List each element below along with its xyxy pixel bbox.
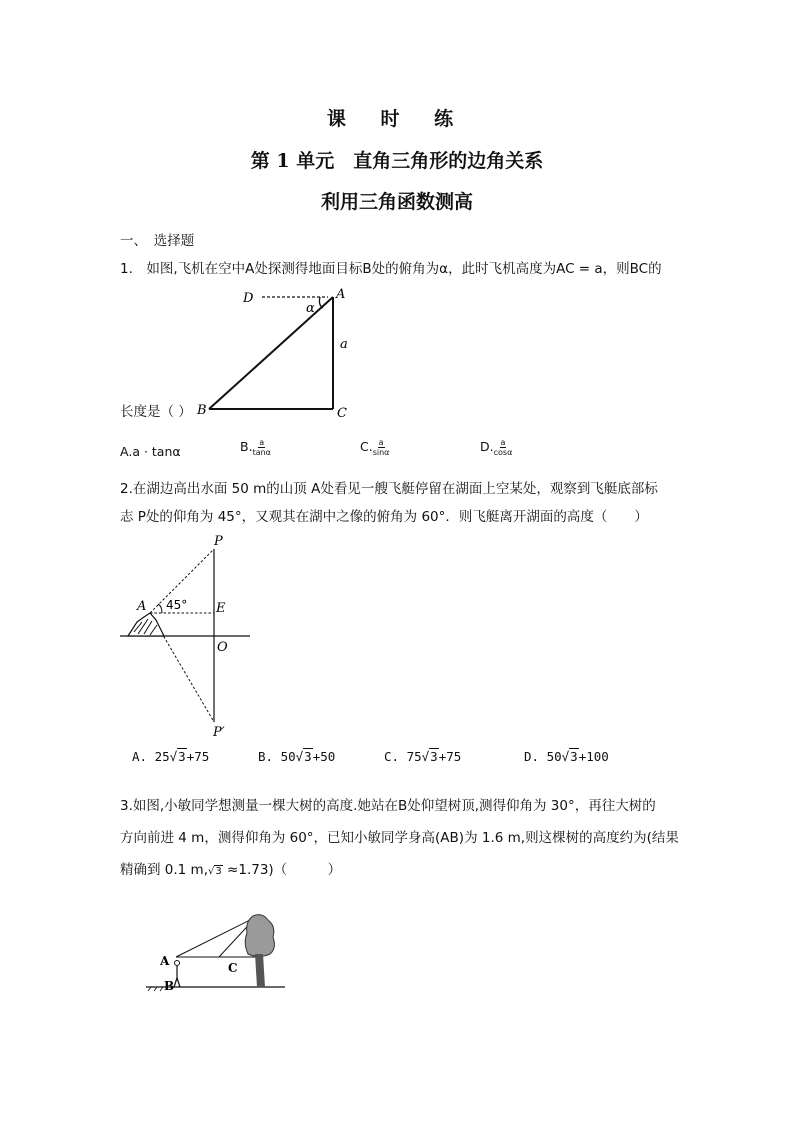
q3-line-1: 3.如图,小敏同学想测量一棵大树的高度.她站在B处仰望树顶,测得仰角为 30°，再往大树的 [120,798,656,814]
q2-label-a: A [137,599,147,614]
q2-option-b: B. 50√3+50 [258,749,336,764]
q1-label-c: C [337,406,347,421]
q3-label-c: C [228,961,238,975]
q1-label-b: B [197,403,207,418]
q1-text-end: 长度是（ ） [120,404,192,420]
q2-label-45: 45° [166,598,188,612]
q1-option-a: A.a · tanα [120,444,181,459]
unit-title: 第 1 单元 直角三角形的边角关系 [250,150,544,172]
q3-label-b: B [164,979,175,993]
q1-option-b: B. $\frac{a}{\tan\alpha}$ [240,438,271,457]
q1-label-d: D [243,291,254,306]
q2-mountain-icon [128,613,164,636]
q3-figure [146,915,285,993]
tree-icon [245,915,274,987]
q2-option-c: C. 75√3+75 [384,749,462,764]
q2-label-p: P [214,534,223,549]
q2-label-e: E [216,601,226,616]
q2-figure [120,534,250,740]
q2-line-1: 2.在湖边高出水面 50 m的山顶 A处看见一艘飞艇停留在湖面上空某处，观察到飞艇底部标 [120,481,658,497]
q1-text: 1. 如图,飞机在空中A处探测得地面目标B处的俯角为α，此时飞机高度为AC = a，则BC的 [120,261,662,277]
person-icon [174,961,180,988]
q3-label-a: A [160,954,170,968]
q2-label-p-prime: P′ [213,725,225,740]
topic-title: 利用三角函数测高 [320,191,473,213]
q1-label-alpha: α [306,301,315,316]
q1-option-d: D. $\frac{a}{\cos\alpha}$ [480,438,513,457]
q2-label-o: O [217,640,228,655]
section-heading: 一、 选择题 [120,233,195,249]
q1-label-a-point: A [336,287,346,302]
q2-line-2: 志 P处的仰角为 45°，又观其在湖中之像的俯角为 60°．则飞艇离开湖面的高度（ ） [120,509,648,525]
q2-option-d: D. 50√3+100 [524,749,609,764]
lesson-title: 课 时 练 [326,108,468,130]
q3-line-2: 方向前进 4 m，测得仰角为 60°，已知小敏同学身高(AB)为 1.6 m,则这棵树的高度约为(结果 [120,830,679,846]
q3-line-3: 精确到 0.1 m,√3 ≈1.73)（ ） [120,862,342,878]
q2-option-a: A. 25√3+75 [132,749,210,764]
q3-sight-line-1 [176,917,256,957]
q1-option-c: C. $\frac{a}{\sin\alpha}$ [360,438,390,457]
q1-label-a-length: a [340,337,348,352]
q2-angle-arc [158,604,162,613]
